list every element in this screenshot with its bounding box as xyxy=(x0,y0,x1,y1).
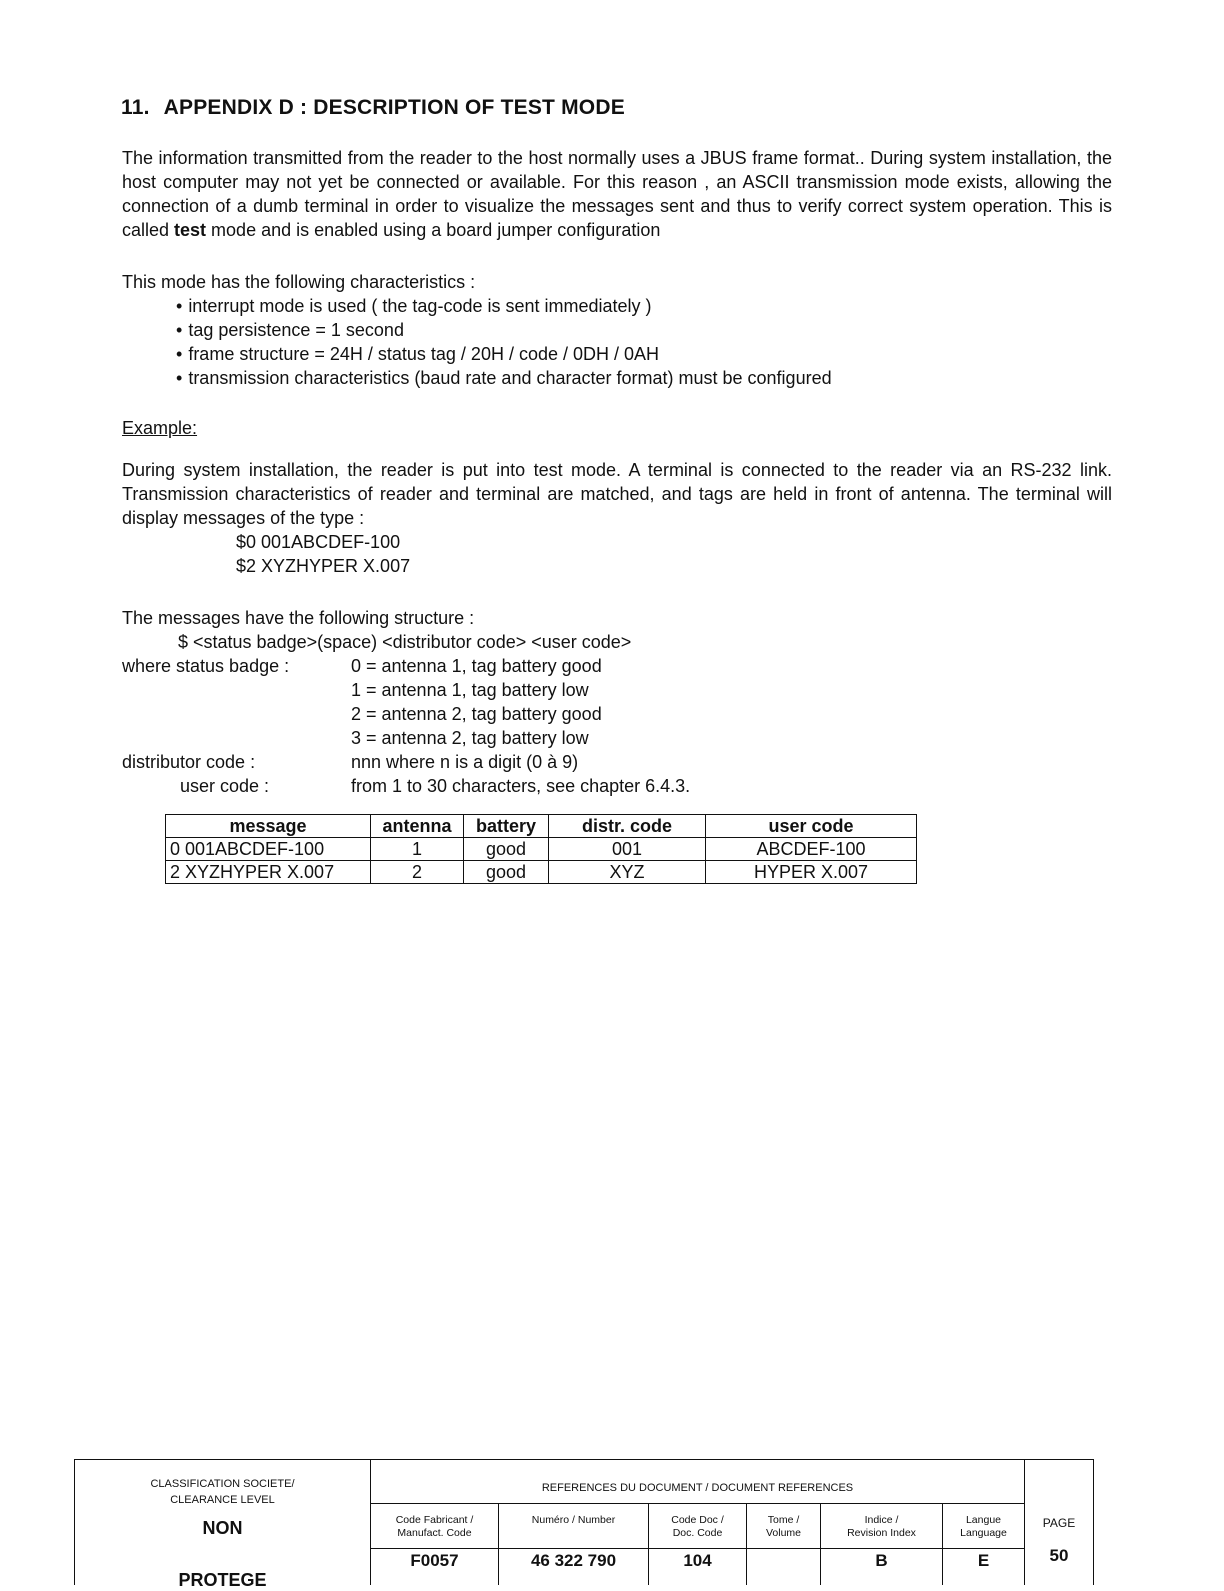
structure-row xyxy=(122,750,1112,774)
classification-label-line: CLASSIFICATION SOCIETE/ xyxy=(150,1478,295,1490)
table-cell: good xyxy=(464,861,549,884)
revision-index-value: B xyxy=(821,1548,942,1571)
table-header: distr. code xyxy=(549,815,706,838)
example-block xyxy=(122,458,1112,578)
structure-block xyxy=(122,606,1112,798)
structure-value: 2 = antenna 2, tag battery good xyxy=(351,704,602,724)
table-header: user code xyxy=(706,815,917,838)
list-item: • transmission characteristics (baud rate and character format) must be configured xyxy=(176,366,1112,390)
classification-value: NON xyxy=(202,1518,243,1538)
manufact-code-value: F0057 xyxy=(371,1548,498,1571)
table-cell: ABCDEF-100 xyxy=(706,838,917,861)
references-label: REFERENCES DU DOCUMENT / DOCUMENT REFERENCES xyxy=(541,1482,854,1494)
classification-label xyxy=(75,1476,370,1508)
intro-text: The information transmitted from the reader to the host normally uses a JBUS frame format.. During system installation, the host computer may not yet be connected or available. For this reason , an ASCII transmission mode exists, allowing the connection of a dumb terminal in order to visualize the messages sent and thus to verify correct system operation. This is called xyxy=(122,148,1112,240)
doc-code-cell xyxy=(649,1504,747,1585)
table-header: antenna xyxy=(371,815,464,838)
intro-paragraph xyxy=(122,146,1112,242)
structure-key: user code : xyxy=(180,776,270,796)
structure-value: 3 = antenna 2, tag battery low xyxy=(351,728,589,748)
classification-cell xyxy=(75,1460,371,1590)
table-cell: 001 xyxy=(549,838,706,861)
list-item: • frame structure = 24H / status tag / 20H / code / 0DH / 0AH xyxy=(176,342,1112,366)
manufact-code-cell xyxy=(371,1504,499,1585)
characteristics-list xyxy=(122,294,1112,390)
column-label: Code Fabricant / Manufact. Code xyxy=(395,1514,474,1539)
list-item: • tag persistence = 1 second xyxy=(176,318,1112,342)
example-message: $0 001ABCDEF-100 xyxy=(236,532,401,552)
example-label: Example: xyxy=(122,418,198,438)
structure-value: 0 = antenna 1, tag battery good xyxy=(351,656,602,676)
revision-index-cell xyxy=(821,1504,943,1585)
characteristics-block xyxy=(122,270,1112,390)
structure-value: 1 = antenna 1, tag battery low xyxy=(351,680,589,700)
page-cell xyxy=(1025,1460,1093,1585)
table-row xyxy=(166,838,917,861)
language-value: E xyxy=(943,1548,1024,1571)
characteristics-lead: This mode has the following characteristics : xyxy=(122,272,476,292)
structure-lead: The messages have the following structure : xyxy=(122,608,475,628)
structure-row xyxy=(122,726,1112,750)
table-header: message xyxy=(166,815,371,838)
classification-value: PROTEGE xyxy=(178,1570,267,1590)
number-value: 46 322 790 xyxy=(499,1548,648,1571)
structure-row xyxy=(122,654,1112,678)
structure-row xyxy=(122,702,1112,726)
table-header: battery xyxy=(464,815,549,838)
structure-value: nnn where n is a digit (0 à 9) xyxy=(351,752,579,772)
section-title: APPENDIX D : DESCRIPTION OF TEST MODE xyxy=(163,96,625,119)
structure-row xyxy=(122,774,1112,798)
number-cell xyxy=(499,1504,649,1585)
structure-key: distributor code : xyxy=(122,752,256,772)
message-table xyxy=(165,814,917,884)
intro-bold-term: test xyxy=(174,220,207,240)
example-paragraph: During system installation, the reader is put into test mode. A terminal is connected to the reader via an RS-232 link. Transmission characteristics of reader and terminal are matched, and tags are held in front of antenna. The terminal will display messages of the type : xyxy=(122,460,1112,528)
page-label: PAGE xyxy=(1042,1516,1076,1530)
structure-key: where status badge : xyxy=(122,656,290,676)
table-cell: 0 001ABCDEF-100 xyxy=(166,838,371,861)
table-cell: 2 XYZHYPER X.007 xyxy=(166,861,371,884)
section-number: 11. xyxy=(121,96,150,119)
table-cell: 1 xyxy=(371,838,464,861)
section-heading xyxy=(121,96,625,120)
column-label: Tome / Volume xyxy=(765,1514,802,1539)
language-cell xyxy=(943,1504,1025,1585)
structure-value: from 1 to 30 characters, see chapter 6.4.3. xyxy=(351,776,691,796)
table-header-row xyxy=(166,815,917,838)
table-cell: XYZ xyxy=(549,861,706,884)
table-cell: 2 xyxy=(371,861,464,884)
structure-row xyxy=(122,678,1112,702)
table-row xyxy=(166,861,917,884)
structure-key xyxy=(122,678,351,702)
table-cell: HYPER X.007 xyxy=(706,861,917,884)
document-footer xyxy=(74,1459,1094,1590)
column-label: Code Doc / Doc. Code xyxy=(671,1514,724,1539)
example-message: $2 XYZHYPER X.007 xyxy=(236,556,411,576)
column-label: Numéro / Number xyxy=(531,1514,616,1526)
list-item: • interrupt mode is used ( the tag-code is sent immediately ) xyxy=(176,294,1112,318)
table-cell: good xyxy=(464,838,549,861)
structure-key xyxy=(122,726,351,750)
column-label: Indice / Revision Index xyxy=(847,1514,916,1539)
volume-cell xyxy=(747,1504,821,1585)
document-references-header xyxy=(371,1460,1025,1504)
volume-value xyxy=(747,1548,820,1551)
classification-label-line: CLEARANCE LEVEL xyxy=(170,1494,275,1506)
column-label: Langue Language xyxy=(960,1514,1007,1539)
page-number: 50 xyxy=(1049,1546,1069,1565)
structure-format: $ <status badge>(space) <distributor code> <user code> xyxy=(178,632,632,652)
doc-code-value: 104 xyxy=(649,1548,746,1571)
structure-key xyxy=(122,702,351,726)
intro-text-end: mode and is enabled using a board jumper configuration xyxy=(206,220,661,240)
